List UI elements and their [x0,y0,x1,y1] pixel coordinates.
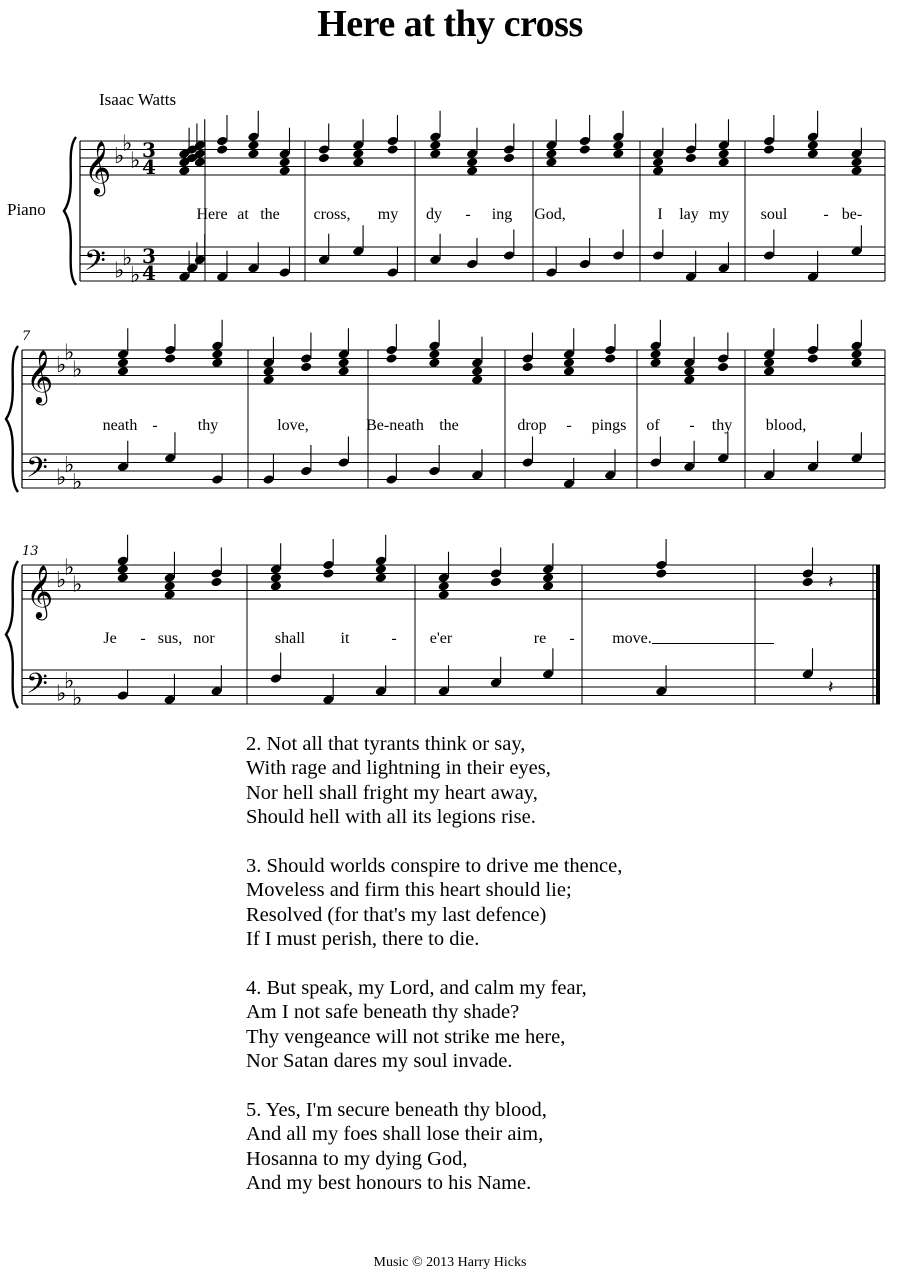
time-signature-bottom: 4 [142,155,156,179]
lyric-syllable: - [140,630,146,647]
note-head [117,564,129,575]
note-head [471,366,483,377]
verse-line: 4. But speak, my Lord, and calm my fear, [246,977,587,1000]
lyric-syllable: blood, [765,417,807,434]
note-head [210,577,222,588]
note-head [717,157,729,168]
verse-3 [246,854,622,952]
lyric-syllable: e'er [429,630,453,647]
note-head [211,349,223,360]
note-head [117,357,129,368]
lyric-syllable: the [439,417,459,434]
lyric-syllable: Be-neath [366,417,424,434]
note-head [375,564,387,575]
verse-line: If I must perish, there to die. [246,928,480,951]
bass-clef-icon: 𝄢 [26,451,48,492]
measure-number: 7 [22,329,31,344]
flat-icon: ♭ [72,685,83,711]
note-head [763,357,775,368]
flat-icon: ♭ [114,258,125,284]
lyric-syllable: thy [197,417,219,434]
note-head [807,140,819,151]
note-head [471,374,483,385]
note-head [466,165,478,176]
flat-icon: ♭ [64,668,75,694]
note-head [685,153,697,164]
note-head [438,589,450,600]
note-head [850,357,862,368]
lyric-syllable: soul [760,206,788,223]
flat-icon: ♭ [64,340,75,366]
time-signature-bottom: 4 [142,261,156,285]
note-head [178,165,190,176]
lyric-syllable: it [340,630,350,647]
note-head [386,144,398,155]
verse-line: Thy vengeance will not strike me here, [246,1025,566,1048]
brace [6,561,18,708]
note-head [763,366,775,377]
note-head [579,144,591,155]
note-head [649,357,661,368]
note-head [385,353,397,364]
note-head [270,572,282,583]
lyric-syllable: - [569,630,575,647]
lyric-syllable: - [391,630,397,647]
note-head [807,353,819,364]
note-head [717,148,729,159]
note-head [117,366,129,377]
note-head [563,357,575,368]
flat-icon: ♭ [122,131,133,157]
note-head [563,366,575,377]
note-head [850,157,862,168]
measure-number: 13 [22,544,39,559]
lyric-syllable: at [237,206,249,223]
treble-clef-icon: 𝄞 [26,564,54,618]
brace [6,346,18,492]
flat-icon: ♭ [56,568,67,593]
flat-icon: ♭ [72,357,83,383]
lyric-syllable: drop [517,417,547,434]
verse-line: Hosanna to my dying God, [246,1147,468,1170]
note-head [375,572,387,583]
note-head [850,165,862,176]
note-head [164,353,176,364]
note-head [545,148,557,159]
composer-credit: Isaac Watts [99,90,177,109]
lyric-syllable: Je [103,630,117,647]
note-head [117,572,129,583]
flat-icon: ♭ [72,572,83,598]
note-head [490,577,502,588]
verse-5 [246,1098,622,1196]
bass-clef-icon: 𝄢 [84,244,106,285]
verse-line: Should hell with all its legions rise. [246,806,536,829]
note-head [337,357,349,368]
note-head [604,353,616,364]
note-head [763,144,775,155]
flat-icon: ♭ [130,262,141,288]
note-head [163,581,175,592]
lyric-syllable: - [823,206,829,223]
lyric-syllable: thy [711,417,733,434]
note-head [322,568,334,579]
lyric-syllable: sus, [157,630,183,647]
quarter-rest-icon: 𝄽 [828,572,834,593]
song-title: Here at thy cross [317,3,583,45]
copyright-footer: Music © 2013 Harry Hicks [373,1255,527,1270]
treble-clef-icon: 𝄞 [26,349,54,403]
lyric-syllable: lay [679,206,699,223]
note-head [612,148,624,159]
lyric-syllable: move. [612,630,652,647]
verse-line: 2. Not all that tyrants think or say, [246,733,526,755]
lyric-syllable: pings [591,417,627,434]
note-head [683,374,695,385]
lyric-syllable: re [533,630,547,647]
lyric-syllable: of [646,417,660,434]
lyric-syllable: dy [426,206,442,223]
system-2 [6,320,885,495]
flat-icon: ♭ [72,469,83,495]
lyric-syllable: my [708,206,730,223]
flat-icon: ♭ [114,144,125,169]
flat-icon: ♭ [122,245,133,271]
note-head [262,374,274,385]
note-head [652,165,664,176]
lyric-syllable: - [566,417,572,434]
note-head [337,366,349,377]
verse-line: With rage and lightning in their eyes, [246,757,551,780]
system-3 [6,535,880,711]
verses-block [246,732,622,1220]
note-head [247,148,259,159]
note-head [542,581,554,592]
verse-line: Am I not safe beneath thy shade? [246,1001,520,1024]
note-head [850,349,862,360]
note-head [279,157,291,168]
lyric-extender-line [652,643,774,644]
note-head [270,581,282,592]
lyric-syllable: ing [491,206,513,223]
note-head [466,157,478,168]
note-head [522,362,534,373]
verse-line: Nor hell shall fright my heart away, [246,781,538,804]
verse-line: Nor Satan dares my soul invade. [246,1050,513,1073]
verse-line: And all my foes shall lose their aim, [246,1123,544,1146]
verse-line: Moveless and firm this heart should lie; [246,879,572,902]
lyric-syllable: neath [102,417,138,434]
note-head [503,153,515,164]
note-head [262,366,274,377]
quarter-rest-icon: 𝄽 [828,677,834,698]
lyric-syllable: - [152,417,158,434]
bass-clef-icon: 𝄢 [26,667,48,708]
note-head [542,572,554,583]
instrument-label: Piano [7,200,46,219]
note-head [279,165,291,176]
flat-icon: ♭ [56,681,67,707]
verse-line: 3. Should worlds conspire to drive me thence, [246,855,623,878]
lyric-syllable: Here [196,206,228,223]
note-head [318,153,330,164]
verse-line: Resolved (for that's my last defence) [246,903,547,926]
note-head [428,349,440,360]
note-head [429,148,441,159]
note-head [438,581,450,592]
note-head [807,148,819,159]
lyric-syllable: the [260,206,280,223]
flat-icon: ♭ [56,353,67,378]
note-head [652,157,664,168]
lyric-syllable: shall [274,630,306,647]
lyric-syllable: love, [277,417,309,434]
lyric-syllable: nor [193,630,215,647]
note-head [545,157,557,168]
note-head [163,589,175,600]
lyric-syllable: I [657,206,663,223]
note-head [429,140,441,151]
verse-line: And my best honours to his Name. [246,1172,532,1195]
flat-icon: ♭ [56,465,67,491]
note-head [717,362,729,373]
note-head [216,144,228,155]
treble-clef-icon: 𝄞 [84,140,112,194]
note-head [247,140,259,151]
note-head [211,357,223,368]
lyric-syllable: - [465,206,471,223]
note-head [300,362,312,373]
note-head [428,357,440,368]
lyric-syllable: my [377,206,399,223]
flat-icon: ♭ [130,148,141,174]
time-signature-top: 3 [142,244,156,268]
brace [64,137,76,285]
lyric-syllable: cross, [313,206,351,223]
flat-icon: ♭ [64,452,75,478]
time-signature-top: 3 [142,138,156,162]
final-barline-thick [876,565,880,704]
note-head [612,140,624,151]
lyric-syllable: God, [534,206,566,223]
note-head [802,577,814,588]
note-head [352,148,364,159]
verse-4 [246,976,622,1074]
verse-2 [246,732,622,830]
note-head [655,568,667,579]
note-head [683,366,695,377]
note-head [352,157,364,168]
verse-line: 5. Yes, I'm secure beneath thy blood, [246,1099,547,1122]
flat-icon: ♭ [64,555,75,581]
lyric-syllable: be- [841,206,863,223]
lyric-syllable: - [689,417,695,434]
system-1 [64,111,885,288]
note-head [649,349,661,360]
